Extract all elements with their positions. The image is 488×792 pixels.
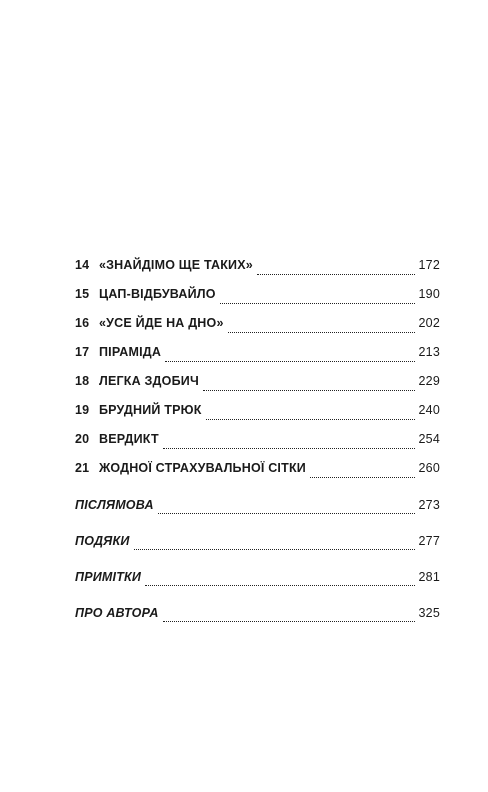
page-number: 190: [418, 287, 440, 301]
page-number: 260: [418, 461, 440, 475]
chapter-title: ВЕРДИКТ: [99, 432, 159, 446]
toc-entry-chapter-19[interactable]: [75, 403, 440, 432]
page-number: 277: [418, 534, 440, 548]
dot-leader: [257, 273, 415, 275]
section-title: ПІСЛЯМОВА: [75, 498, 154, 512]
section-title: ПРИМІТКИ: [75, 570, 142, 584]
dot-leader: [145, 584, 414, 586]
toc-entry-chapter-14[interactable]: [75, 258, 440, 287]
toc-entry-notes[interactable]: [75, 562, 440, 598]
chapter-number: 15: [75, 287, 90, 301]
chapter-number: 14: [75, 258, 90, 272]
dot-leader: [163, 620, 415, 622]
dot-leader: [165, 360, 414, 362]
chapter-number: 21: [75, 461, 90, 475]
chapter-number: 17: [75, 345, 90, 359]
page-number: 240: [418, 403, 440, 417]
chapter-title: «ЗНАЙДІМО ЩЕ ТАКИХ»: [99, 258, 253, 272]
toc-entry-chapter-20[interactable]: [75, 432, 440, 461]
toc-entry-about-author[interactable]: [75, 598, 440, 634]
toc-entry-chapter-18[interactable]: [75, 374, 440, 403]
dot-leader: [163, 447, 415, 449]
table-of-contents: [75, 258, 440, 634]
page-number: 213: [418, 345, 440, 359]
dot-leader: [228, 331, 415, 333]
toc-entry-chapter-17[interactable]: [75, 345, 440, 374]
chapter-title: ПІРАМІДА: [99, 345, 162, 359]
page-number: 229: [418, 374, 440, 388]
chapter-title: ЖОДНОЇ СТРАХУВАЛЬНОЇ СІТКИ: [99, 461, 306, 475]
toc-entry-chapter-15[interactable]: [75, 287, 440, 316]
toc-entry-chapter-21[interactable]: [75, 461, 440, 490]
page-number: 254: [418, 432, 440, 446]
dot-leader: [134, 548, 415, 550]
page-number: 325: [418, 606, 440, 620]
dot-leader: [206, 418, 415, 420]
page-number: 281: [418, 570, 440, 584]
chapter-title: БРУДНИЙ ТРЮК: [99, 403, 202, 417]
dot-leader: [158, 512, 415, 514]
section-title: ПОДЯКИ: [75, 534, 130, 548]
dot-leader: [203, 389, 415, 391]
chapter-number: 18: [75, 374, 90, 388]
chapter-title: ЦАП-ВІДБУВАЙЛО: [99, 287, 216, 301]
section-title: ПРО АВТОРА: [75, 606, 159, 620]
toc-entry-afterword[interactable]: [75, 490, 440, 526]
toc-entry-chapter-16[interactable]: [75, 316, 440, 345]
chapter-number: 20: [75, 432, 90, 446]
page-number: 172: [418, 258, 440, 272]
dot-leader: [220, 302, 415, 304]
dot-leader: [310, 476, 415, 478]
chapter-title: ЛЕГКА ЗДОБИЧ: [99, 374, 199, 388]
toc-entry-acknowledgements[interactable]: [75, 526, 440, 562]
page-number: 202: [418, 316, 440, 330]
page-number: 273: [418, 498, 440, 512]
chapter-title: «УСЕ ЙДЕ НА ДНО»: [99, 316, 224, 330]
chapter-number: 19: [75, 403, 90, 417]
chapter-number: 16: [75, 316, 90, 330]
